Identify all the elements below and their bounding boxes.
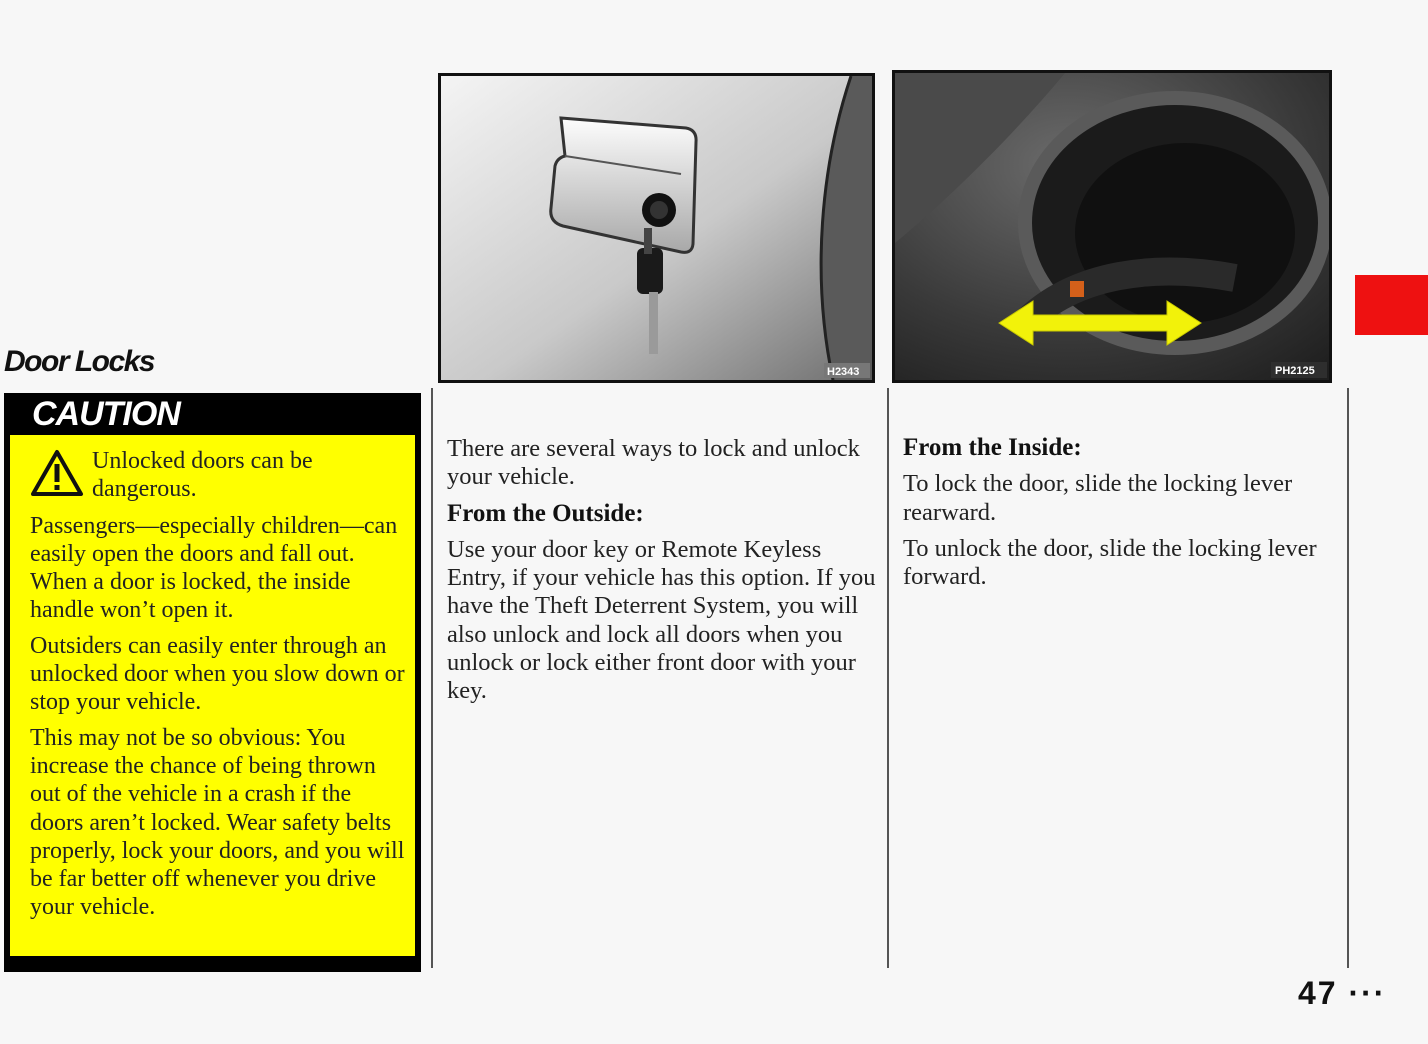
- intro-text: There are several ways to lock and unlock your vehicle.: [447, 435, 860, 491]
- outside-heading: From the Outside:: [447, 499, 644, 527]
- caution-lead-row: [30, 447, 409, 504]
- caution-paragraph: This may not be so obvious: You increase the chance of being thrown out of the vehicle in a crash if the doors aren’t locked. Wear safety belts properly, lock your doors, and you will be far better off whenever you drive your vehicle.: [30, 724, 405, 921]
- inside-unlock-text: To unlock the door, slide the locking lever forward.: [903, 534, 1317, 591]
- outside-lock-photo: [438, 73, 875, 383]
- caution-header: CAUTION: [32, 395, 180, 433]
- warning-triangle-icon: [30, 449, 84, 497]
- figure-code: H2343: [827, 366, 860, 378]
- caution-lead: Unlocked doors can be dangerous.: [92, 448, 313, 503]
- caution-paragraph: Passengers—especially children—can easily open the doors and fall out. When a door is locked, the inside handle won’t open it.: [30, 512, 398, 624]
- section-tab-marker: [1355, 275, 1428, 335]
- column-divider: [887, 388, 889, 968]
- lock-lever-illustration: [895, 73, 1329, 380]
- inside-section: [903, 434, 1333, 599]
- caution-paragraph: Outsiders can easily enter through an unlocked door when you slow down or stop your vehicle.: [30, 632, 405, 716]
- inside-lock-text: To lock the door, slide the locking lever rearward.: [903, 470, 1293, 526]
- figure-code: PH2125: [1275, 365, 1315, 377]
- door-key-illustration: [441, 76, 872, 380]
- page-number: 47 ···: [1298, 975, 1387, 1011]
- column-divider: [431, 388, 433, 968]
- column-divider: [1347, 388, 1349, 968]
- inside-lock-photo: [892, 70, 1332, 383]
- caution-body: [10, 435, 415, 956]
- section-title: Door Locks: [4, 345, 155, 378]
- outside-body: Use your door key or Remote Keyless Entry, if your vehicle has this option. If you have the Theft Deterrent System, you will also unlock and lock all doors when you unlock or lock either front door with your key.: [447, 535, 876, 705]
- caution-box: [4, 393, 421, 972]
- inside-heading: From the Inside:: [903, 434, 1082, 461]
- outside-section: [447, 435, 879, 714]
